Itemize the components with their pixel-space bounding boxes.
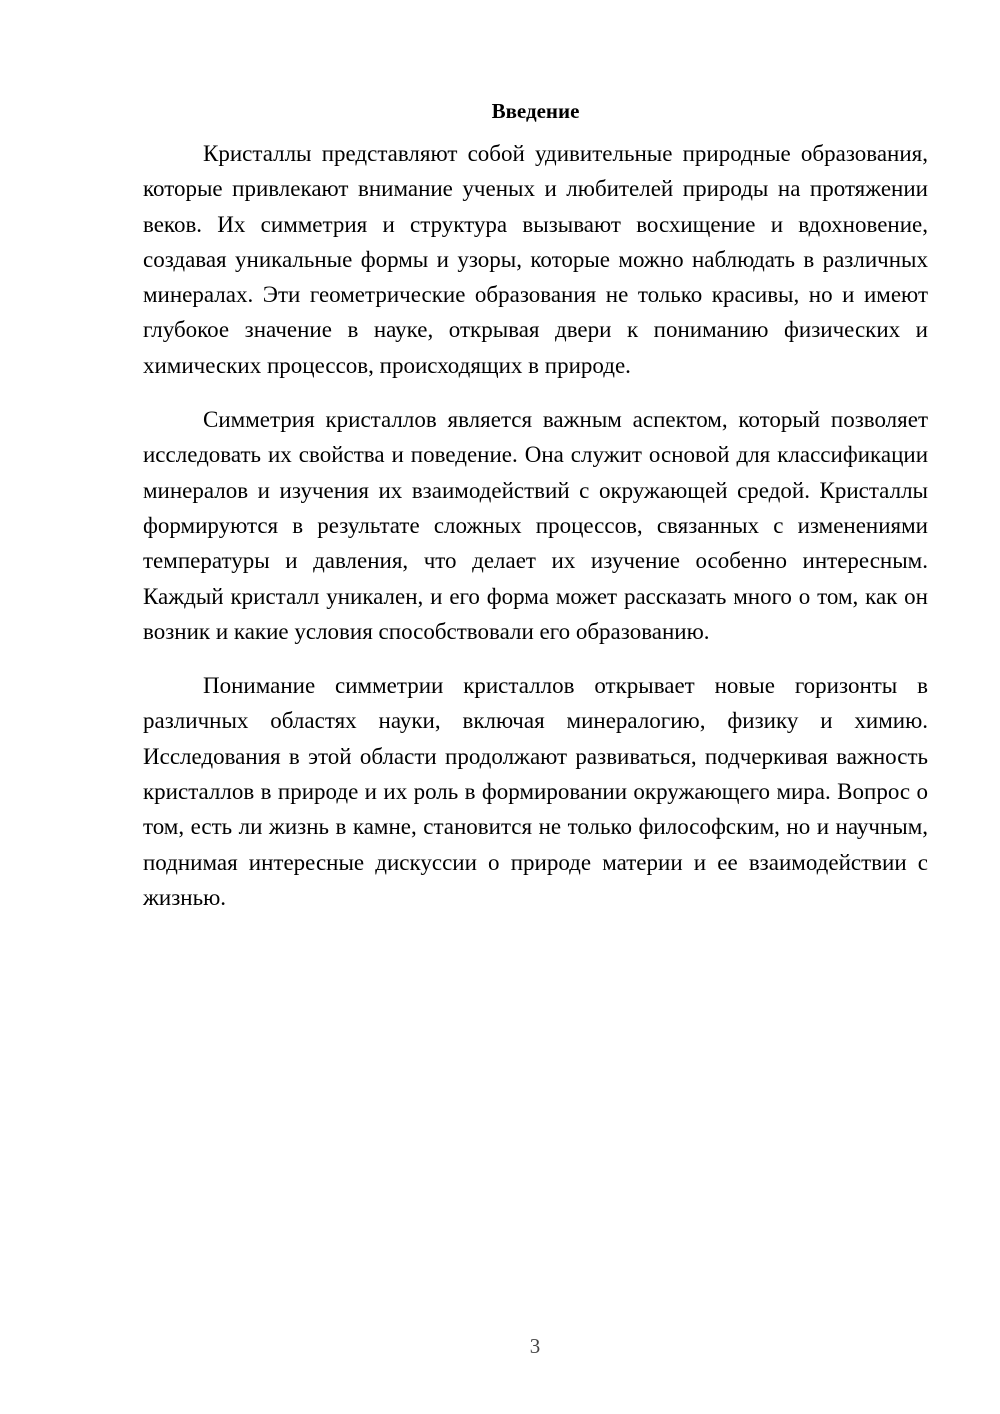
paragraph-2: Симметрия кристаллов является важным аспектом, который позволяет исследовать их свойства и поведение. Она служит основой для классификации минералов и изучения их взаимодействий с окружающей средой. Кристаллы формируются в результате сложных процессов, связанных с изменениями температуры и давления, что делает их изучение особенно интересным. Каждый кристалл уникален, и его форма может рассказать много о том, как он возник и какие условия способствовали его образованию. bbox=[143, 407, 928, 644]
paragraph-3: Понимание симметрии кристаллов открывает новые горизонты в различных областях науки, включая минералогию, физику и химию. Исследования в этой области продолжают развиваться, подчеркивая важность кристаллов в природе и их роль в формировании окружающего мира. Вопрос о том, есть ли жизнь в камне, становится не только философским, но и научным, поднимая интересные дискуссии о природе материи и ее взаимодействии с жизнью. bbox=[143, 673, 928, 910]
page-content bbox=[143, 96, 928, 934]
paragraph-1: Кристаллы представляют собой удивительные природные образования, которые привлекают внимание ученых и любителей природы на протяжении веков. Их симметрия и структура вызывают восхищение и вдохновение, создавая уникальные формы и узоры, которые можно наблюдать в различных минералах. Эти геометрические образования не только красивы, но и имеют глубокое значение в науке, открывая двери к пониманию физических и химических процессов, происходящих в природе. bbox=[143, 141, 928, 378]
page-number: 3 bbox=[529, 1334, 541, 1358]
section-title: Введение bbox=[491, 99, 580, 123]
